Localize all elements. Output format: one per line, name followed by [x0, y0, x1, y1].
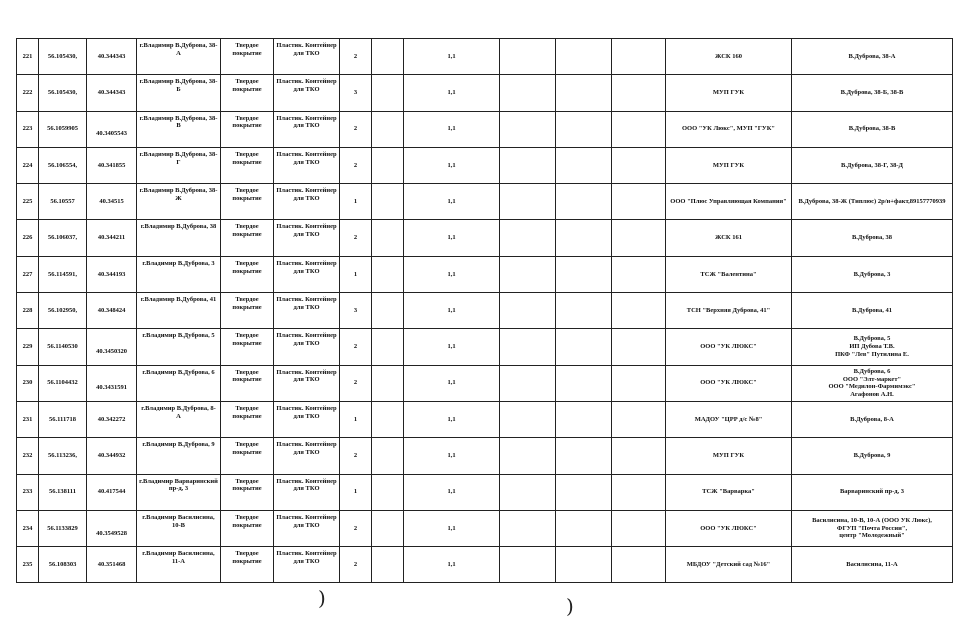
row-number-cell: 231 — [17, 401, 39, 437]
volume-cell: 1,1 — [404, 438, 500, 474]
served-objects-cell: В.Дуброва, 9 — [792, 438, 953, 474]
owner-cell: МУП ГУК — [666, 438, 792, 474]
surface-cell: Твердое покрытие — [221, 401, 274, 437]
container-type-cell: Пластик. Контейнер для ТКО — [274, 111, 340, 147]
container-count-cell: 2 — [340, 510, 372, 546]
surface-cell: Твердое покрытие — [221, 438, 274, 474]
served-objects-cell: В.Дуброва, 41 — [792, 293, 953, 329]
empty-cell — [612, 365, 666, 401]
empty-cell — [556, 293, 612, 329]
owner-cell: ООО "УК ЛЮКС" — [666, 365, 792, 401]
table-row — [17, 474, 953, 510]
row-number-cell: 223 — [17, 111, 39, 147]
owner-cell: ТСЖ "Варварка" — [666, 474, 792, 510]
empty-cell — [500, 220, 556, 256]
volume-cell: 1,1 — [404, 293, 500, 329]
served-objects-cell: В.Дуброва, 38-Б, 38-В — [792, 75, 953, 111]
owner-cell: ТСЖ "Валентина" — [666, 256, 792, 292]
container-count-cell: 2 — [340, 147, 372, 183]
empty-cell — [612, 510, 666, 546]
surface-cell: Твердое покрытие — [221, 293, 274, 329]
owner-cell: ООО "Плюс Управляющая Компания" — [666, 184, 792, 220]
table-row — [17, 510, 953, 546]
address-cell: г.Владимир В.Дуброва, 38 — [137, 220, 221, 256]
empty-cell — [612, 184, 666, 220]
empty-cell — [500, 329, 556, 365]
latitude-cell: 56.1059905 — [39, 111, 87, 147]
served-objects-cell: Варваринский пр-д, 3 — [792, 474, 953, 510]
row-number-cell: 228 — [17, 293, 39, 329]
volume-cell: 1,1 — [404, 111, 500, 147]
address-cell: г.Владимир В.Дуброва, 38-Ж — [137, 184, 221, 220]
empty-cell — [556, 438, 612, 474]
empty-cell — [372, 474, 404, 510]
address-cell: г.Владимир В.Дуброва, 38-А — [137, 39, 221, 75]
empty-cell — [372, 438, 404, 474]
table-row — [17, 147, 953, 183]
latitude-cell: 56.1133829 — [39, 510, 87, 546]
row-number-cell: 226 — [17, 220, 39, 256]
address-cell: г.Владимир В.Дуброва, 38-Б — [137, 75, 221, 111]
table-row — [17, 220, 953, 256]
longitude-cell: 40.3450320 — [87, 329, 137, 365]
longitude-cell: 40.34515 — [87, 184, 137, 220]
surface-cell: Твердое покрытие — [221, 75, 274, 111]
empty-cell — [556, 329, 612, 365]
longitude-cell: 40.417544 — [87, 474, 137, 510]
empty-cell — [372, 510, 404, 546]
container-count-cell: 1 — [340, 256, 372, 292]
latitude-cell: 56.105430, — [39, 75, 87, 111]
surface-cell: Твердое покрытие — [221, 256, 274, 292]
empty-cell — [556, 256, 612, 292]
served-objects-cell: В.Дуброва, 6 ООО "Элт-маркет" ООО "Медилон-Фармимэкс" Агафонов А.Н. — [792, 365, 953, 401]
empty-cell — [372, 75, 404, 111]
owner-cell: МАДОУ "ЦРР д/с №8" — [666, 401, 792, 437]
empty-cell — [372, 365, 404, 401]
container-count-cell: 2 — [340, 111, 372, 147]
surface-cell: Твердое покрытие — [221, 365, 274, 401]
empty-cell — [500, 39, 556, 75]
empty-cell — [612, 39, 666, 75]
empty-cell — [372, 329, 404, 365]
longitude-cell: 40.344932 — [87, 438, 137, 474]
empty-cell — [612, 147, 666, 183]
row-number-cell: 225 — [17, 184, 39, 220]
served-objects-cell: В.Дуброва, 8-А — [792, 401, 953, 437]
container-count-cell: 2 — [340, 39, 372, 75]
empty-cell — [372, 147, 404, 183]
empty-cell — [556, 547, 612, 583]
empty-cell — [556, 365, 612, 401]
table-body — [17, 39, 953, 583]
container-sites-table — [16, 38, 953, 583]
empty-cell — [372, 256, 404, 292]
empty-cell — [500, 401, 556, 437]
empty-cell — [612, 438, 666, 474]
empty-cell — [612, 547, 666, 583]
longitude-cell: 40.344343 — [87, 75, 137, 111]
longitude-cell: 40.344343 — [87, 39, 137, 75]
volume-cell: 1,1 — [404, 220, 500, 256]
container-type-cell: Пластик. Контейнер для ТКО — [274, 510, 340, 546]
row-number-cell: 221 — [17, 39, 39, 75]
served-objects-cell: В.Дуброва, 38 — [792, 220, 953, 256]
container-count-cell: 1 — [340, 184, 372, 220]
surface-cell: Твердое покрытие — [221, 474, 274, 510]
latitude-cell: 56.111718 — [39, 401, 87, 437]
container-count-cell: 2 — [340, 329, 372, 365]
address-cell: г.Владимир В.Дуброва, 5 — [137, 329, 221, 365]
empty-cell — [500, 365, 556, 401]
address-cell: г.Владимир В.Дуброва, 41 — [137, 293, 221, 329]
empty-cell — [500, 293, 556, 329]
container-type-cell: Пластик. Контейнер для ТКО — [274, 547, 340, 583]
empty-cell — [500, 474, 556, 510]
address-cell: г.Владимир Василисина, 11-А — [137, 547, 221, 583]
longitude-cell: 40.348424 — [87, 293, 137, 329]
address-cell: г.Владимир В.Дуброва, 9 — [137, 438, 221, 474]
owner-cell: ЖСК 160 — [666, 39, 792, 75]
surface-cell: Твердое покрытие — [221, 147, 274, 183]
volume-cell: 1,1 — [404, 75, 500, 111]
volume-cell: 1,1 — [404, 401, 500, 437]
table-row — [17, 39, 953, 75]
table-row — [17, 75, 953, 111]
row-number-cell: 224 — [17, 147, 39, 183]
longitude-cell: 40.3405543 — [87, 111, 137, 147]
empty-cell — [556, 401, 612, 437]
container-type-cell: Пластик. Контейнер для ТКО — [274, 147, 340, 183]
empty-cell — [500, 438, 556, 474]
empty-cell — [612, 401, 666, 437]
longitude-cell: 40.3549528 — [87, 510, 137, 546]
empty-cell — [500, 111, 556, 147]
served-objects-cell: В.Дуброва, 38-А — [792, 39, 953, 75]
latitude-cell: 56.10557 — [39, 184, 87, 220]
empty-cell — [556, 184, 612, 220]
row-number-cell: 222 — [17, 75, 39, 111]
served-objects-cell: В.Дуброва, 38-Ж (Типлюс) 2р/н+факт,89157770939 — [792, 184, 953, 220]
container-count-cell: 2 — [340, 438, 372, 474]
latitude-cell: 56.1104432 — [39, 365, 87, 401]
empty-cell — [372, 220, 404, 256]
volume-cell: 1,1 — [404, 365, 500, 401]
handwritten-mark-left: ) — [318, 586, 326, 610]
row-number-cell: 234 — [17, 510, 39, 546]
empty-cell — [372, 111, 404, 147]
container-count-cell: 2 — [340, 220, 372, 256]
handwritten-mark-right: ) — [566, 594, 574, 618]
owner-cell: МУП ГУК — [666, 75, 792, 111]
empty-cell — [500, 75, 556, 111]
owner-cell: ООО "УК ЛЮКС" — [666, 510, 792, 546]
volume-cell: 1,1 — [404, 510, 500, 546]
volume-cell: 1,1 — [404, 547, 500, 583]
address-cell: г.Владимир В.Дуброва, 6 — [137, 365, 221, 401]
volume-cell: 1,1 — [404, 329, 500, 365]
empty-cell — [556, 111, 612, 147]
surface-cell: Твердое покрытие — [221, 184, 274, 220]
table-row — [17, 256, 953, 292]
container-type-cell: Пластик. Контейнер для ТКО — [274, 438, 340, 474]
served-objects-cell: В.Дуброва, 38-В — [792, 111, 953, 147]
empty-cell — [372, 293, 404, 329]
table-row — [17, 293, 953, 329]
longitude-cell: 40.344211 — [87, 220, 137, 256]
served-objects-cell: Василисина, 10-В, 10-А (ООО УК Люкс), ФГУП "Почта России", центр "Молодежный" — [792, 510, 953, 546]
empty-cell — [556, 474, 612, 510]
empty-cell — [612, 474, 666, 510]
volume-cell: 1,1 — [404, 147, 500, 183]
table-row — [17, 329, 953, 365]
table-row — [17, 111, 953, 147]
row-number-cell: 230 — [17, 365, 39, 401]
surface-cell: Твердое покрытие — [221, 39, 274, 75]
surface-cell: Твердое покрытие — [221, 111, 274, 147]
latitude-cell: 56.1140530 — [39, 329, 87, 365]
container-type-cell: Пластик. Контейнер для ТКО — [274, 220, 340, 256]
latitude-cell: 56.102950, — [39, 293, 87, 329]
empty-cell — [500, 510, 556, 546]
owner-cell: МУП ГУК — [666, 147, 792, 183]
container-count-cell: 2 — [340, 365, 372, 401]
table-row — [17, 438, 953, 474]
row-number-cell: 233 — [17, 474, 39, 510]
row-number-cell: 227 — [17, 256, 39, 292]
surface-cell: Твердое покрытие — [221, 329, 274, 365]
owner-cell: ТСН "Верхняя Дуброва, 41" — [666, 293, 792, 329]
volume-cell: 1,1 — [404, 474, 500, 510]
volume-cell: 1,1 — [404, 39, 500, 75]
latitude-cell: 56.105430, — [39, 39, 87, 75]
latitude-cell: 56.108303 — [39, 547, 87, 583]
container-type-cell: Пластик. Контейнер для ТКО — [274, 184, 340, 220]
row-number-cell: 235 — [17, 547, 39, 583]
address-cell: г.Владимир В.Дуброва, 38-Г — [137, 147, 221, 183]
table-row — [17, 401, 953, 437]
container-type-cell: Пластик. Контейнер для ТКО — [274, 293, 340, 329]
address-cell: г.Владимир Варваринский пр-д, 3 — [137, 474, 221, 510]
empty-cell — [500, 147, 556, 183]
served-objects-cell: Василисина, 11-А — [792, 547, 953, 583]
container-type-cell: Пластик. Контейнер для ТКО — [274, 401, 340, 437]
empty-cell — [612, 329, 666, 365]
empty-cell — [556, 75, 612, 111]
container-type-cell: Пластик. Контейнер для ТКО — [274, 365, 340, 401]
served-objects-cell: В.Дуброва, 38-Г, 38-Д — [792, 147, 953, 183]
container-type-cell: Пластик. Контейнер для ТКО — [274, 75, 340, 111]
owner-cell: ООО "УК Люкс", МУП "ГУК" — [666, 111, 792, 147]
longitude-cell: 40.341855 — [87, 147, 137, 183]
address-cell: г.Владимир В.Дуброва, 38-В — [137, 111, 221, 147]
surface-cell: Твердое покрытие — [221, 510, 274, 546]
empty-cell — [556, 510, 612, 546]
table-row — [17, 184, 953, 220]
longitude-cell: 40.3431591 — [87, 365, 137, 401]
owner-cell: ООО "УК ЛЮКС" — [666, 329, 792, 365]
container-type-cell: Пластик. Контейнер для ТКО — [274, 474, 340, 510]
table-row — [17, 547, 953, 583]
empty-cell — [612, 111, 666, 147]
volume-cell: 1,1 — [404, 184, 500, 220]
container-type-cell: Пластик. Контейнер для ТКО — [274, 256, 340, 292]
empty-cell — [500, 547, 556, 583]
empty-cell — [556, 147, 612, 183]
owner-cell: МБДОУ "Детский сад №16" — [666, 547, 792, 583]
latitude-cell: 56.114591, — [39, 256, 87, 292]
volume-cell: 1,1 — [404, 256, 500, 292]
empty-cell — [556, 220, 612, 256]
container-type-cell: Пластик. Контейнер для ТКО — [274, 39, 340, 75]
container-type-cell: Пластик. Контейнер для ТКО — [274, 329, 340, 365]
served-objects-cell: В.Дуброва, 5 ИП Дубова Т.В. ПКФ "Лев" Путилина Е. — [792, 329, 953, 365]
empty-cell — [372, 547, 404, 583]
container-count-cell: 3 — [340, 75, 372, 111]
surface-cell: Твердое покрытие — [221, 547, 274, 583]
empty-cell — [500, 256, 556, 292]
address-cell: г.Владимир Василисина, 10-В — [137, 510, 221, 546]
served-objects-cell: В.Дуброва, 3 — [792, 256, 953, 292]
latitude-cell: 56.113236, — [39, 438, 87, 474]
longitude-cell: 40.344193 — [87, 256, 137, 292]
latitude-cell: 56.138111 — [39, 474, 87, 510]
empty-cell — [612, 293, 666, 329]
container-count-cell: 1 — [340, 474, 372, 510]
empty-cell — [556, 39, 612, 75]
container-count-cell: 1 — [340, 401, 372, 437]
table-row — [17, 365, 953, 401]
row-number-cell: 229 — [17, 329, 39, 365]
empty-cell — [500, 184, 556, 220]
latitude-cell: 56.106554, — [39, 147, 87, 183]
owner-cell: ЖСК 161 — [666, 220, 792, 256]
empty-cell — [372, 184, 404, 220]
empty-cell — [372, 401, 404, 437]
longitude-cell: 40.342272 — [87, 401, 137, 437]
surface-cell: Твердое покрытие — [221, 220, 274, 256]
empty-cell — [612, 75, 666, 111]
longitude-cell: 40.351468 — [87, 547, 137, 583]
row-number-cell: 232 — [17, 438, 39, 474]
address-cell: г.Владимир В.Дуброва, 3 — [137, 256, 221, 292]
empty-cell — [372, 39, 404, 75]
container-count-cell: 3 — [340, 293, 372, 329]
empty-cell — [612, 220, 666, 256]
empty-cell — [612, 256, 666, 292]
address-cell: г.Владимир В.Дуброва, 8-А — [137, 401, 221, 437]
container-count-cell: 2 — [340, 547, 372, 583]
latitude-cell: 56.106037, — [39, 220, 87, 256]
